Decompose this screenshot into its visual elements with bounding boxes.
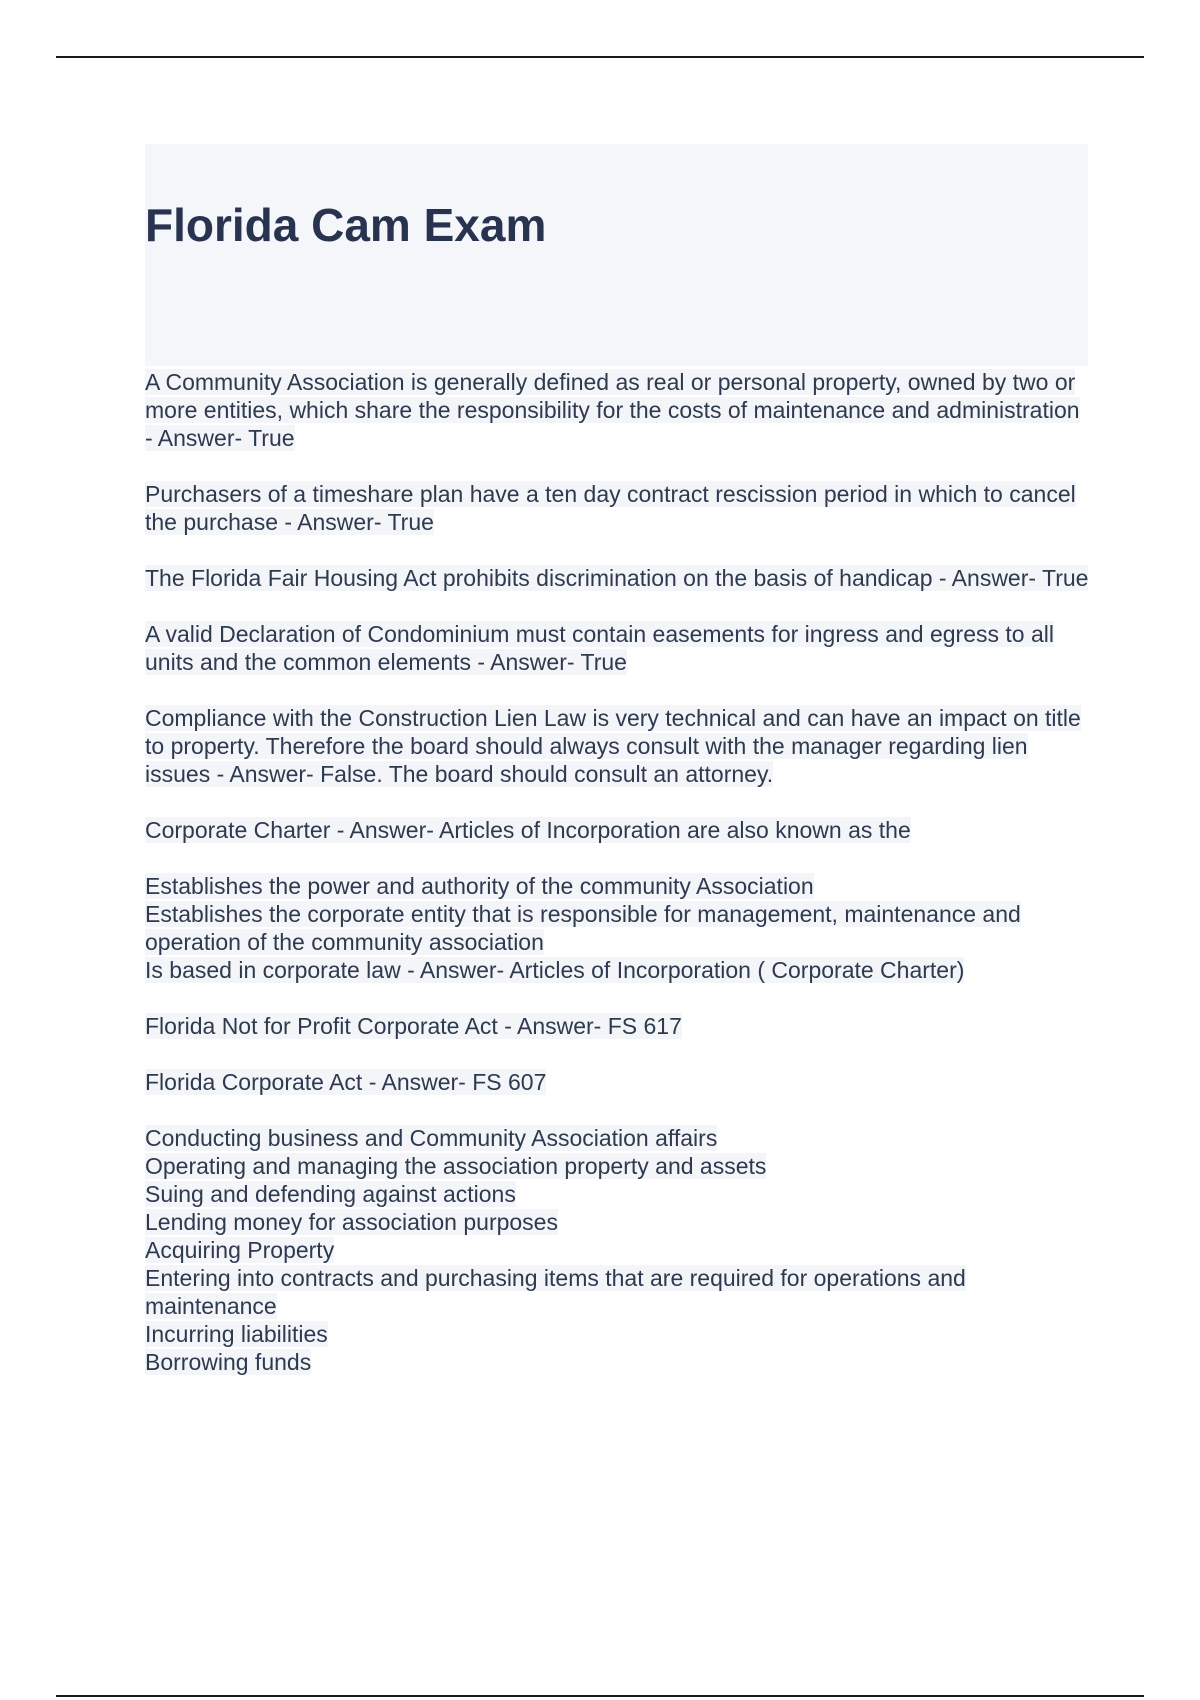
articles-block bbox=[145, 872, 1090, 984]
qa-paragraph: Corporate Charter - Answer- Articles of Incorporation are also known as the bbox=[145, 817, 911, 843]
powers-list-item: Entering into contracts and purchasing items that are required for operations and maintenance bbox=[145, 1265, 966, 1319]
qa-paragraph: Florida Corporate Act - Answer- FS 607 bbox=[145, 1069, 547, 1095]
powers-list-item: Suing and defending against actions bbox=[145, 1181, 516, 1207]
powers-list-item: Conducting business and Community Association affairs bbox=[145, 1125, 718, 1151]
powers-list-item: Lending money for association purposes bbox=[145, 1209, 558, 1235]
articles-line: Establishes the power and authority of the community Association bbox=[145, 873, 814, 899]
qa-paragraph: The Florida Fair Housing Act prohibits discrimination on the basis of handicap - Answer- True bbox=[145, 565, 1089, 591]
powers-list bbox=[145, 1124, 1090, 1376]
qa-paragraph: Compliance with the Construction Lien Law is very technical and can have an impact on title to property. Therefore the board should always consult with the manager regarding lien issues - Answer- False. The board should consult an attorney. bbox=[145, 705, 1081, 787]
document-body bbox=[145, 368, 1090, 1404]
articles-line: Establishes the corporate entity that is responsible for management, maintenance and operation of the community association bbox=[145, 901, 1021, 955]
qa-paragraph: A Community Association is generally defined as real or personal property, owned by two or more entities, which share the responsibility for the costs of maintenance and administration - Answer- True bbox=[145, 369, 1080, 451]
qa-paragraph: Purchasers of a timeshare plan have a ten day contract rescission period in which to cancel the purchase - Answer- True bbox=[145, 481, 1076, 535]
powers-list-item: Acquiring Property bbox=[145, 1237, 335, 1263]
powers-list-item: Borrowing funds bbox=[145, 1349, 312, 1375]
articles-line: Is based in corporate law - Answer- Articles of Incorporation ( Corporate Charter) bbox=[145, 957, 965, 983]
powers-list-item: Operating and managing the association property and assets bbox=[145, 1153, 767, 1179]
document-title: Florida Cam Exam bbox=[145, 199, 547, 251]
title-block bbox=[145, 144, 1088, 366]
qa-paragraph: A valid Declaration of Condominium must contain easements for ingress and egress to all units and the common elements - Answer- True bbox=[145, 621, 1054, 675]
qa-paragraph: Florida Not for Profit Corporate Act - Answer- FS 617 bbox=[145, 1013, 682, 1039]
bottom-rule bbox=[56, 1695, 1144, 1697]
powers-list-item: Incurring liabilities bbox=[145, 1321, 328, 1347]
top-rule bbox=[56, 56, 1144, 58]
